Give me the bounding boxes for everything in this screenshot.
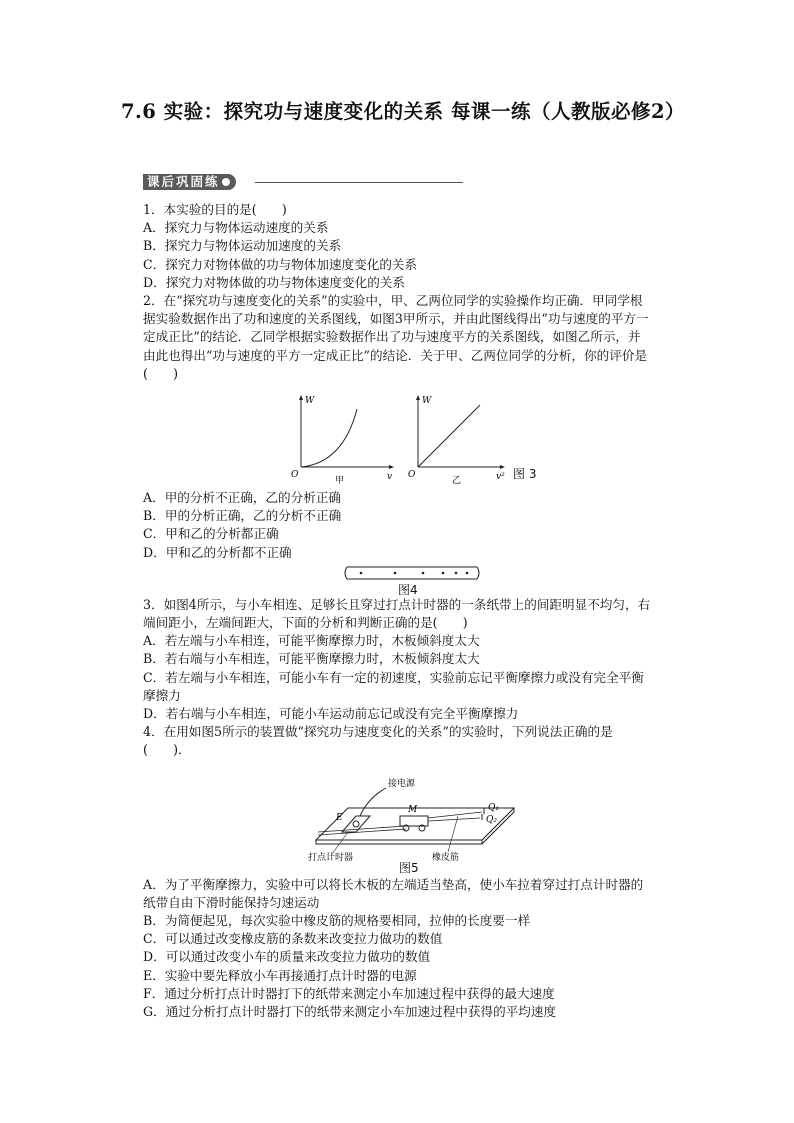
graph-yi-y-label: W <box>422 396 432 407</box>
label-q2: Q₂ <box>486 814 497 825</box>
graph-yi-name: 乙 <box>452 476 462 487</box>
label-rubber: 橡皮筋 <box>432 852 460 863</box>
banner-rule <box>255 182 463 183</box>
question-3-option-a: A．若左端与小车相连，可能平衡摩擦力时，木板倾斜度太大 <box>143 633 480 649</box>
figure-5 <box>143 760 653 876</box>
question-4-option-f: F．通过分析打点计时器打下的纸带来测定小车加速过程中获得的最大速度 <box>143 985 555 1001</box>
question-3-stem: 3．如图4所示，与小车相连、足够长且穿过打点计时器的一条纸带上的间距明显不均匀，右端间距小，左端间距大，下面的分析和判断正确的是( ) <box>143 596 651 631</box>
figure-3-caption: 图 3 <box>513 467 537 482</box>
label-power: 接电源 <box>388 778 416 789</box>
question-1-option-d: D．探究力对物体做的功与物体速度变化的关系 <box>143 274 405 290</box>
graph-jia-name: 甲 <box>335 476 345 487</box>
figure-4-caption: 图4 <box>398 582 418 597</box>
section-banner <box>143 172 463 192</box>
label-timer: 打点计时器 <box>308 852 354 863</box>
question-2-option-a: A．甲的分析不正确，乙的分析正确 <box>143 490 342 506</box>
apparatus-diagram <box>308 774 518 863</box>
question-2-option-b: B．甲的分析正确，乙的分析不正确 <box>143 508 342 524</box>
question-4-option-a: A．为了平衡摩擦力，实验中可以将长木板的左端适当垫高，使小车拉着穿过打点计时器的纸带自由下滑时能保持匀速运动 <box>143 876 644 910</box>
label-e: E <box>336 812 343 823</box>
question-3-option-c: C．若左端与小车相连，可能小车有一定的初速度，实验前忘记平衡摩擦力或没有完全平衡摩擦力 <box>143 669 644 703</box>
page-title: 7.6 实验：探究功与速度变化的关系 每课一练（人教版必修2） <box>120 100 686 123</box>
graph-jia-y-label: W <box>305 396 315 407</box>
question-content <box>143 201 653 1021</box>
section-label: 课后巩固练 <box>143 174 236 190</box>
label-q1: Q₁ <box>488 802 499 813</box>
graph-yi-origin: O <box>408 470 416 481</box>
question-1-option-b: B．探究力与物体运动加速度的关系 <box>143 238 342 254</box>
bullet-icon <box>222 178 230 186</box>
question-4-option-d: D．可以通过改变小车的质量来改变拉力做功的数值 <box>143 949 431 965</box>
question-1-stem: 1．本实验的目的是( ) <box>143 202 287 217</box>
figure-5-caption: 图5 <box>399 860 419 875</box>
question-4-option-g: G．通过分析打点计时器打下的纸带来测定小车加速过程中获得的平均速度 <box>143 1004 557 1020</box>
question-4-stem: 4．在用如图5所示的装置做“探究功与速度变化的关系”的实验时，下列说法正确的是( )． <box>143 724 613 758</box>
question-2-stem: 2．在“探究功与速度变化的关系”的实验中，甲、乙两位同学的实验操作均正确．甲同学根据实验数据作出了功和速度的关系图线，如图3甲所示，并由此图线得出“功与速度的平方一定成正比”的结论．乙同学根据实验数据作出了功与速度平方的关系图线，如图乙所示，并由此也得出“功与速度的平方一定成正比”的结论．关于甲、乙两位同学的分析，你的评价是( ) <box>143 293 649 381</box>
question-3-option-d: D．若右端与小车相连，可能小车运动前忘记或没有完全平衡摩擦力 <box>143 706 519 722</box>
graph-jia-x-label: v <box>387 472 393 483</box>
figure-4 <box>143 562 653 596</box>
label-m: M <box>408 804 418 815</box>
question-4-option-b: B．为简便起见，每次实验中橡皮筋的规格要相同，拉伸的长度要一样 <box>143 913 531 929</box>
graph-yi-x-label: v² <box>496 472 505 483</box>
question-2-option-d: D．甲和乙的分析都不正确 <box>143 544 292 560</box>
graph-yi <box>406 393 516 485</box>
question-1-option-a: A．探究力与物体运动速度的关系 <box>143 220 329 236</box>
question-1-option-c: C．探究力对物体做的功与物体加速度变化的关系 <box>143 256 418 272</box>
question-2-option-c: C．甲和乙的分析都正确 <box>143 526 279 542</box>
graph-jia <box>291 393 401 485</box>
question-4-option-e: E．实验中要先释放小车再接通打点计时器的电源 <box>143 967 417 983</box>
graph-jia-origin: O <box>291 470 299 481</box>
figure-3 <box>143 385 653 487</box>
question-3-option-b: B．若右端与小车相连，可能平衡摩擦力时，木板倾斜度太大 <box>143 651 480 667</box>
paper-tape <box>343 564 483 582</box>
question-4-option-c: C．可以通过改变橡皮筋的条数来改变拉力做功的数值 <box>143 931 443 947</box>
